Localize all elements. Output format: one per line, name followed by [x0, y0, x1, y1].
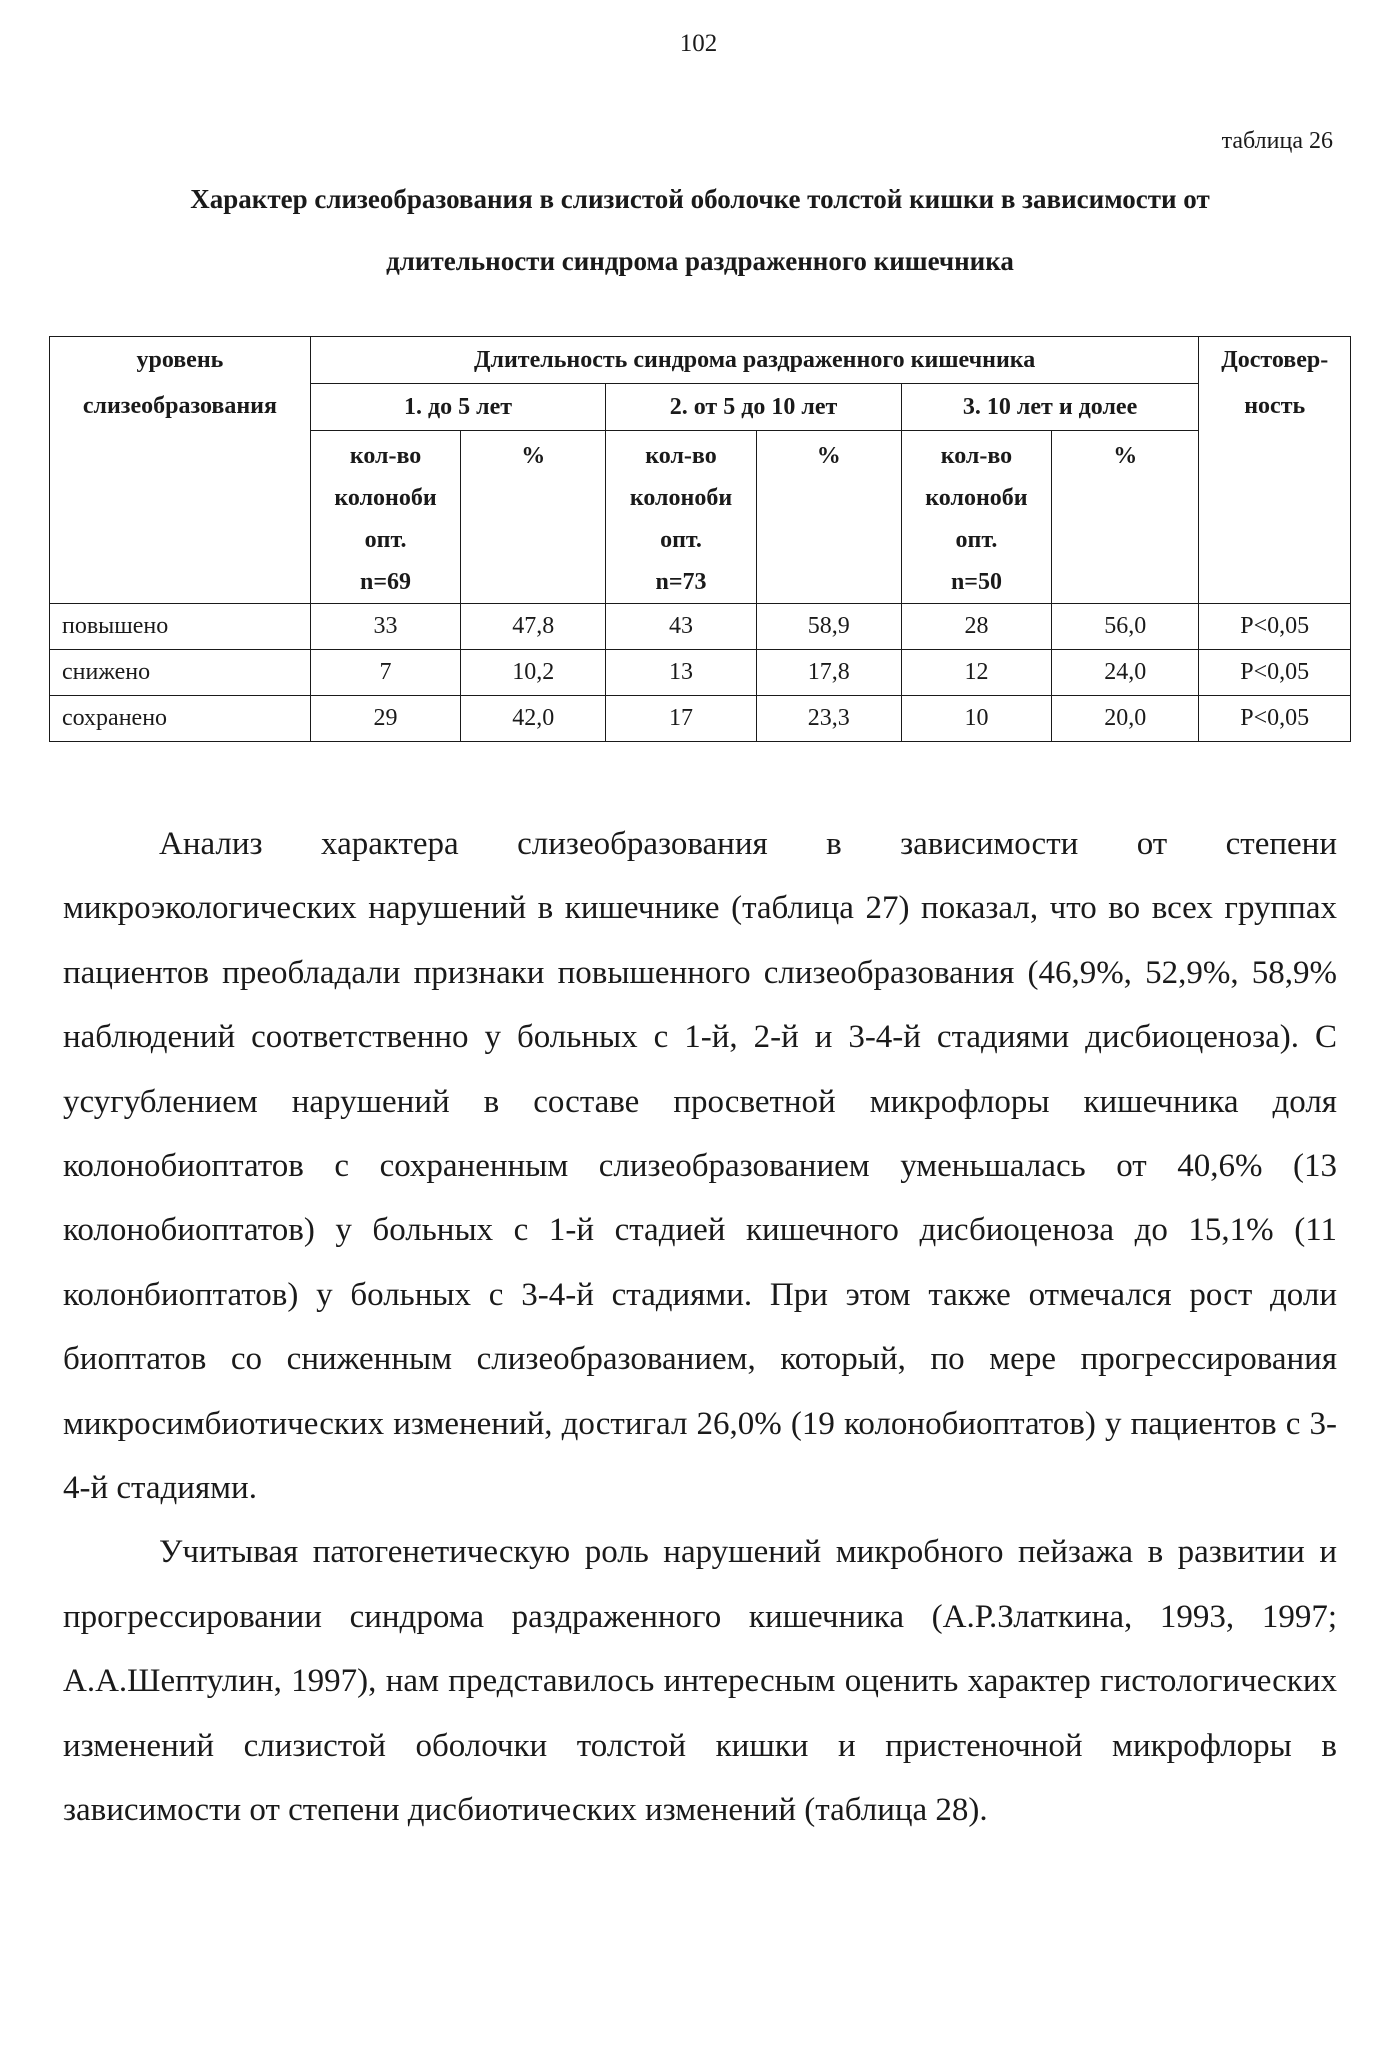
table-cell: 17,8 [756, 650, 901, 696]
count-line-3: опт. [660, 527, 702, 553]
header-significance [1199, 337, 1351, 604]
header-group-1: 1. до 5 лет [310, 384, 605, 431]
table-cell: 29 [310, 696, 460, 742]
table-cell: 10 [901, 696, 1051, 742]
count-line-1: кол-во [349, 443, 422, 469]
p-value: P<0,05 [1199, 696, 1351, 742]
page-number: 102 [679, 30, 718, 57]
count-line-2: колоноби [925, 485, 1028, 511]
header-level [50, 337, 311, 604]
pct-label: % [1113, 443, 1138, 469]
table-cell: 43 [606, 604, 756, 650]
row-label: сохранено [50, 696, 311, 742]
table-cell: 20,0 [1052, 696, 1199, 742]
header-count-1 [310, 431, 460, 604]
header-group-3: 3. 10 лет и долее [901, 384, 1199, 431]
table-cell: 47,8 [461, 604, 606, 650]
count-line-1: кол-во [645, 443, 717, 469]
count-n: n=73 [655, 569, 707, 595]
table-cell: 7 [310, 650, 460, 696]
header-group-2: 2. от 5 до 10 лет [606, 384, 901, 431]
mucus-table [49, 336, 1351, 742]
header-duration: Длительность синдрома раздраженного кишечника [310, 337, 1199, 384]
count-n: n=69 [360, 569, 412, 595]
table-cell: 12 [901, 650, 1051, 696]
paragraph-1: Анализ характера слизеобразования в зависимости от степени микроэкологических нарушений в кишечнике (таблица 27) показал, что во всех группах пациентов преобладали признаки повышенного слизеобразования (46,9%, 52,9%, 58,9% наблюдений соответственно у больных с 1-й, 2-й и 3-4-й стадиями дисбиоценоза). С усугублением нарушений в составе просветной микрофлоры кишечника доля колонобиоптатов с сохраненным слизеобразованием уменьшалась от 40,6% (13 колонобиоптатов) у больных с 1-й стадией кишечного дисбиоценоза до 15,1% (11 колонбиоптатов) у больных с 3-4-й стадиями. При этом также отмечался рост доли биоптатов со сниженным слизеобразованием, который, по мере прогрессирования микросимбиотических изменений, достигал 26,0% (19 колонобиоптатов) у пациентов с 3-4-й стадиями. [63, 826, 1337, 1507]
count-line-2: колоноби [334, 485, 437, 511]
paragraph-2: Учитывая патогенетическую роль нарушений микробного пейзажа в развитии и прогрессировании синдрома раздраженного кишечника (А.Р.Златкина, 1993, 1997; А.А.Шептулин, 1997), нам представилось интересным оценить характер гистологических изменений слизистой оболочки толстой кишки и пристеночной микрофлоры в зависимости от степени дисбиотических изменений (таблица 28). [63, 1534, 1337, 1829]
table-cell: 23,3 [756, 696, 901, 742]
header-pct-2 [756, 431, 901, 604]
table-cell: 33 [310, 604, 460, 650]
row-label: снижено [50, 650, 311, 696]
header-pct-1 [461, 431, 606, 604]
p-value: P<0,05 [1199, 604, 1351, 650]
count-line-1: кол-во [940, 443, 1013, 469]
pct-label: % [816, 443, 841, 469]
table-cell: 56,0 [1052, 604, 1199, 650]
table-title-line-1: Характер слизеобразования в слизистой оболочке толстой кишки в зависимости от [190, 184, 1210, 214]
header-count-3 [901, 431, 1051, 604]
table-title-line-2: длительности синдрома раздраженного кишечника [386, 246, 1014, 276]
table-row [50, 650, 1351, 696]
header-pct-3 [1052, 431, 1199, 604]
header-significance-line-2: ность [1244, 393, 1306, 419]
table-cell: 24,0 [1052, 650, 1199, 696]
table-cell: 28 [901, 604, 1051, 650]
header-significance-line-1: Достовер- [1221, 347, 1329, 373]
table-title [60, 168, 1340, 292]
header-count-2 [606, 431, 756, 604]
table-cell: 58,9 [756, 604, 901, 650]
table-row [50, 604, 1351, 650]
count-line-2: колоноби [629, 485, 733, 511]
count-n: n=50 [950, 569, 1002, 595]
p-value: P<0,05 [1199, 650, 1351, 696]
header-level-line-2: слизеобразования [82, 393, 277, 419]
header-level-line-1: уровень [136, 347, 224, 373]
count-line-3: опт. [955, 527, 998, 553]
count-line-3: опт. [364, 527, 407, 553]
table-label: таблица 26 [1221, 128, 1333, 154]
pct-label: % [521, 443, 546, 469]
body-text [63, 812, 1337, 1843]
table-cell: 13 [606, 650, 756, 696]
table-cell: 42,0 [461, 696, 606, 742]
table-row [50, 696, 1351, 742]
row-label: повышено [50, 604, 311, 650]
table-cell: 17 [606, 696, 756, 742]
table-cell: 10,2 [461, 650, 606, 696]
